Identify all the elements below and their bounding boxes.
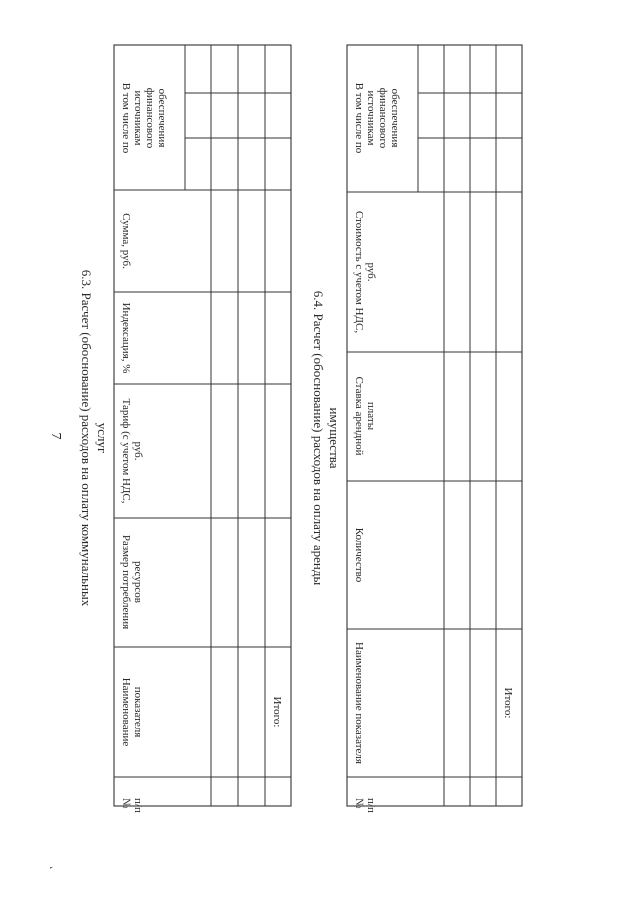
t63-header-index: Индексация, %: [120, 302, 132, 374]
t63-header-num-1: №: [120, 798, 132, 809]
t63-header-size-1: Размер потребления: [120, 534, 132, 630]
table-6-3-title-line1: 6.3. Расчет (обоснование) расходов на оплату коммунальных: [79, 269, 94, 607]
t64-total-label: Итого:: [502, 687, 514, 719]
t64-header-rate-2: платы: [365, 401, 377, 431]
table-6-4-title-line2: имущества: [327, 407, 342, 469]
t63-header-src-1: В том числе по: [120, 82, 132, 154]
t63-header-src-3: финансового: [144, 87, 156, 149]
t64-header-num-1: №: [353, 798, 365, 809]
t64-header-rate-1: Ставка арендной: [353, 376, 365, 456]
t63-header-num-2: п/п: [132, 798, 144, 813]
t64-header-cost-1: Стоимость с учетом НДС,: [353, 210, 365, 334]
table-6-4-title: [311, 291, 342, 586]
t63-header-name-1: Наименование: [120, 677, 132, 747]
t63-header-sum: Сумма, руб.: [120, 213, 132, 269]
table-6-3-title-line2: услуг: [95, 422, 110, 454]
t64-header-name: Наименование показателя: [353, 642, 365, 764]
t63-header-tariff-1: Тариф (с учетом НДС,: [120, 398, 132, 504]
table-6-3: [114, 45, 291, 813]
t64-header-src-2: источникам: [365, 90, 377, 146]
table-6-3-title: [79, 270, 110, 607]
t63-header-src-4: обеспечения: [156, 88, 168, 148]
t63-header-size-2: ресурсов: [132, 561, 144, 603]
margin-mark: ˛: [49, 866, 60, 870]
page-number: 7: [48, 432, 63, 440]
t64-header-cost-2: руб.: [365, 262, 377, 282]
table-6-4: [347, 45, 522, 813]
t64-header-num-2: п/п: [365, 798, 377, 813]
t63-total-label: Итого:: [271, 696, 283, 728]
t64-header-src-3: финансового: [377, 87, 389, 149]
t63-header-tariff-2: руб.: [132, 441, 144, 461]
t63-header-name-2: показателя: [132, 686, 144, 738]
t64-header-src-4: обеспечения: [389, 88, 401, 148]
t64-header-qty: Количество: [353, 527, 365, 583]
table-6-4-title-line1: 6.4. Расчет (обоснование) расходов на оплату аренды: [311, 290, 326, 586]
t64-header-src-1: В том числе по: [353, 82, 365, 154]
t63-header-src-2: источникам: [132, 90, 144, 146]
